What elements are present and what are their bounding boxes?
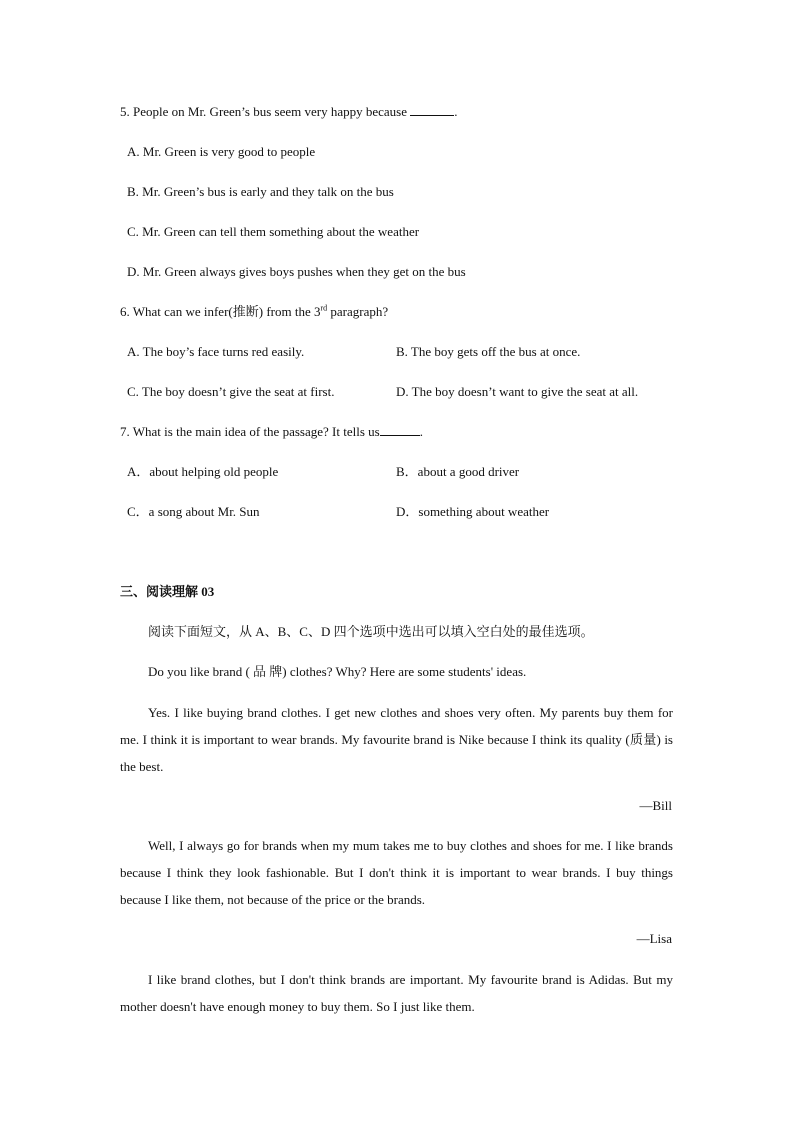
- question-6-option-d: D. The boy doesn’t want to give the seat at all.: [396, 384, 639, 399]
- question-5-option-b: B. Mr. Green’s bus is early and they talk on the bus: [127, 184, 394, 199]
- question-7-option-d: D．something about weather: [396, 504, 550, 519]
- passage-paragraph-lisa: Well, I always go for brands when my mum takes me to buy clothes and shoes for me. I like brands because I think they look fashionable. But I don't think it is important to wear brands. I buy things because I like them, not because of the price or the brands.: [120, 838, 673, 907]
- section-instruction: 阅读下面短文，从 A、B、C、D 四个选项中选出可以填入空白处的最佳选项。: [148, 624, 594, 639]
- question-5-stem: 5. People on Mr. Green’s bus seem very happy because .: [120, 104, 458, 119]
- question-5-option-c: C. Mr. Green can tell them something about the weather: [127, 224, 420, 239]
- answer-blank: [410, 104, 454, 116]
- question-5-option-a: A. Mr. Green is very good to people: [127, 144, 316, 159]
- passage-paragraph-bill: Yes. I like buying brand clothes. I get new clothes and shoes very often. My parents buy them for me. I think it is important to wear brands. My favourite brand is Nike because I think its quality (质量) is the best.: [120, 705, 673, 774]
- question-5-option-d: D. Mr. Green always gives boys pushes when they get on the bus: [127, 264, 466, 279]
- answer-blank: [380, 424, 420, 436]
- question-7-option-a: A．about helping old people: [127, 464, 279, 479]
- question-6-option-a: A. The boy’s face turns red easily.: [127, 344, 305, 359]
- passage-intro: Do you like brand ( 品 牌) clothes? Why? Here are some students' ideas.: [148, 664, 527, 679]
- question-6-option-c: C. The boy doesn’t give the seat at first.: [127, 384, 335, 399]
- question-7-option-c: C．a song about Mr. Sun: [127, 504, 260, 519]
- question-6-stem: 6. What can we infer(推断) from the 3rd paragraph?: [120, 303, 389, 319]
- question-6-option-b: B. The boy gets off the bus at once.: [396, 344, 581, 359]
- question-7-option-b: B．about a good driver: [396, 464, 520, 479]
- signature-bill: —Bill: [639, 798, 672, 813]
- section-heading: 三、阅读理解 03: [120, 584, 215, 599]
- question-7-stem: 7. What is the main idea of the passage? It tells us .: [120, 424, 423, 439]
- signature-lisa: —Lisa: [636, 931, 672, 946]
- passage-paragraph-third: I like brand clothes, but I don't think brands are important. My favourite brand is Adidas. But my mother doesn't have enough money to buy them. So I just like them.: [120, 972, 673, 1014]
